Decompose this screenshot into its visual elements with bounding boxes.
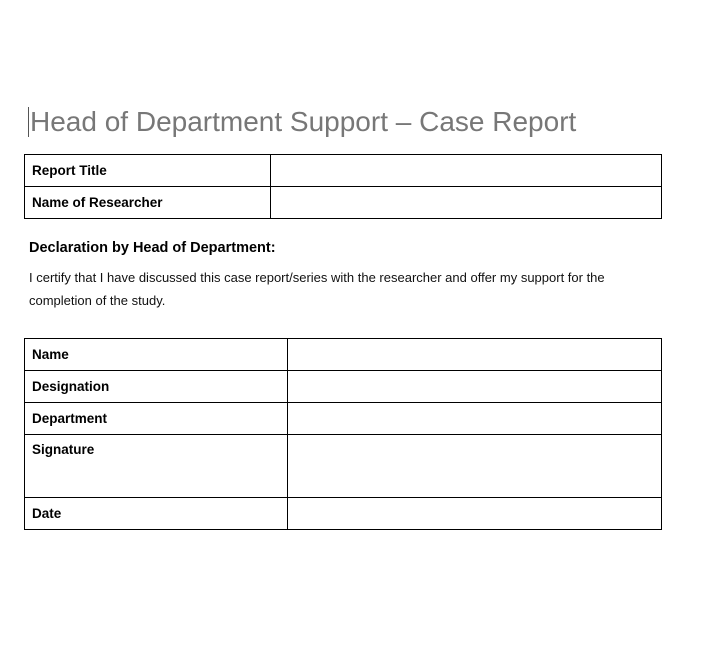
declaration-heading: Declaration by Head of Department: <box>29 240 276 256</box>
designation-label: Designation <box>25 371 288 403</box>
text-cursor <box>28 107 29 137</box>
page-title[interactable]: Head of Department Support – Case Report <box>30 106 577 137</box>
signature-label: Signature <box>25 435 288 498</box>
hod-details-table <box>24 338 662 530</box>
title-line[interactable] <box>28 102 576 142</box>
report-title-label: Report Title <box>25 155 271 187</box>
date-field[interactable] <box>288 498 662 530</box>
report-details-table <box>24 154 662 219</box>
signature-field[interactable] <box>288 435 662 498</box>
table-row <box>25 435 662 498</box>
table-row <box>25 403 662 435</box>
department-field[interactable] <box>288 403 662 435</box>
designation-field[interactable] <box>288 371 662 403</box>
declaration-text: I certify that I have discussed this case report/series with the researcher and offer my support for the completion of the study. <box>29 270 605 308</box>
name-label: Name <box>25 339 288 371</box>
table-row <box>25 339 662 371</box>
table-row <box>25 498 662 530</box>
name-field[interactable] <box>288 339 662 371</box>
table-row <box>25 371 662 403</box>
date-label: Date <box>25 498 288 530</box>
table-row <box>25 187 662 219</box>
table-row <box>25 155 662 187</box>
researcher-name-label: Name of Researcher <box>25 187 271 219</box>
department-label: Department <box>25 403 288 435</box>
report-title-field[interactable] <box>271 155 662 187</box>
researcher-name-field[interactable] <box>271 187 662 219</box>
